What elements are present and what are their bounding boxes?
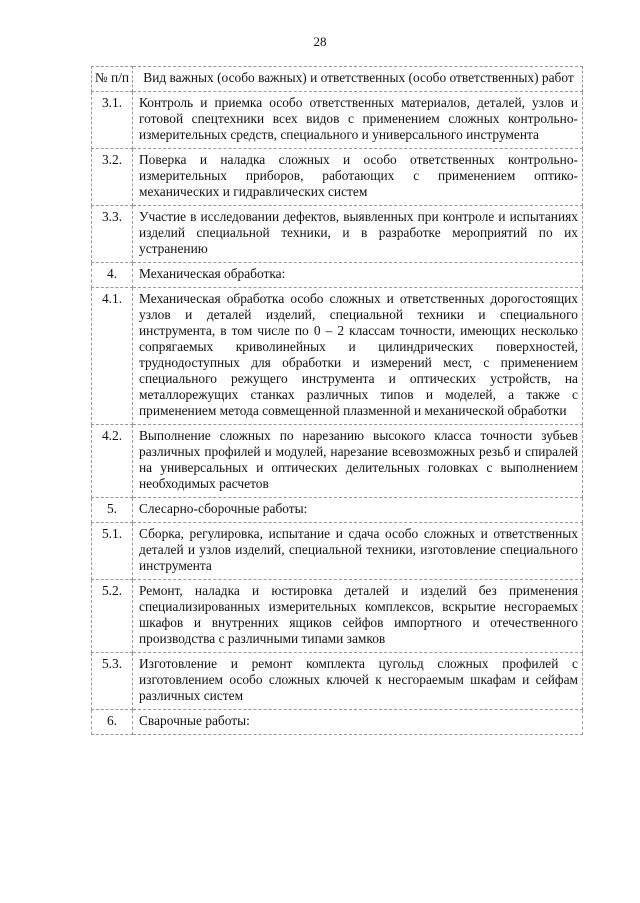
row-text: Механическая обработка: (133, 263, 583, 288)
row-text: Поверка и наладка сложных и особо ответственных контрольно-измерительных приборов, работающих с применением оптико-механических и гидравлических систем (133, 149, 583, 206)
table-row (92, 710, 583, 735)
table-row (92, 263, 583, 288)
row-number: 5. (92, 498, 133, 523)
row-text: Контроль и приемка особо ответственных материалов, деталей, узлов и готовой спецтехники всех видов с применением сложных контрольно-измерительных средств, специального и универсального инструмента (133, 92, 583, 149)
table-row (92, 498, 583, 523)
works-table (91, 66, 583, 735)
row-number: 5.1. (92, 523, 133, 580)
page-number: 28 (313, 34, 327, 49)
row-number: 4.1. (92, 288, 133, 425)
row-number: 3.2. (92, 149, 133, 206)
table-header-row (92, 67, 583, 92)
header-num: № п/п (92, 67, 133, 92)
table-row (92, 523, 583, 580)
row-text: Выполнение сложных по нарезанию высокого класса точности зубьев различных профилей и модулей, нарезание всевозможных резьб и спиралей на универсальных и оптических делительных головках с выполнением необходимых расчетов (133, 425, 583, 498)
row-number: 4.2. (92, 425, 133, 498)
row-text: Механическая обработка особо сложных и ответственных дорогостоящих узлов и деталей изделий, специальной техники и специального инструмента, в том числе по 0 – 2 классам точности, имеющих несколько сопрягаемых криволинейных и цилиндрических поверхностей, труднодоступных для обработки и измерений мест, с применением специального режущего инструмента и оптических устройств, на металлорежущих станках различных типов и моделей, а также с применением метода совмещенной плазменной и механической обработки (133, 288, 583, 425)
row-text: Сборка, регулировка, испытание и сдача особо сложных и ответственных деталей и узлов изделий, специальной техники, изготовление специального инструмента (133, 523, 583, 580)
row-text: Участие в исследовании дефектов, выявленных при контроле и испытаниях изделий специальной техники, и в разработке мероприятий по их устранению (133, 206, 583, 263)
table-row (92, 92, 583, 149)
table-row (92, 653, 583, 710)
row-number: 6. (92, 710, 133, 735)
table-row (92, 288, 583, 425)
row-number: 4. (92, 263, 133, 288)
table-row (92, 425, 583, 498)
header-desc: Вид важных (особо важных) и ответственных (особо ответственных) работ (133, 67, 583, 92)
row-text: Слесарно-сборочные работы: (133, 498, 583, 523)
table-row (92, 149, 583, 206)
row-text: Изготовление и ремонт комплекта цугольд сложных профилей с изготовлением особо сложных ключей к несгораемым шкафам и сейфам различных систем (133, 653, 583, 710)
table-row (92, 580, 583, 653)
row-number: 3.1. (92, 92, 133, 149)
row-text: Сварочные работы: (133, 710, 583, 735)
table-row (92, 206, 583, 263)
row-text: Ремонт, наладка и юстировка деталей и изделий без применения специализированных измерительных комплексов, вскрытие несгораемых шкафов и внутренних ящиков сейфов импортного и отечественного производства с различными типами замков (133, 580, 583, 653)
row-number: 3.3. (92, 206, 133, 263)
row-number: 5.3. (92, 653, 133, 710)
row-number: 5.2. (92, 580, 133, 653)
